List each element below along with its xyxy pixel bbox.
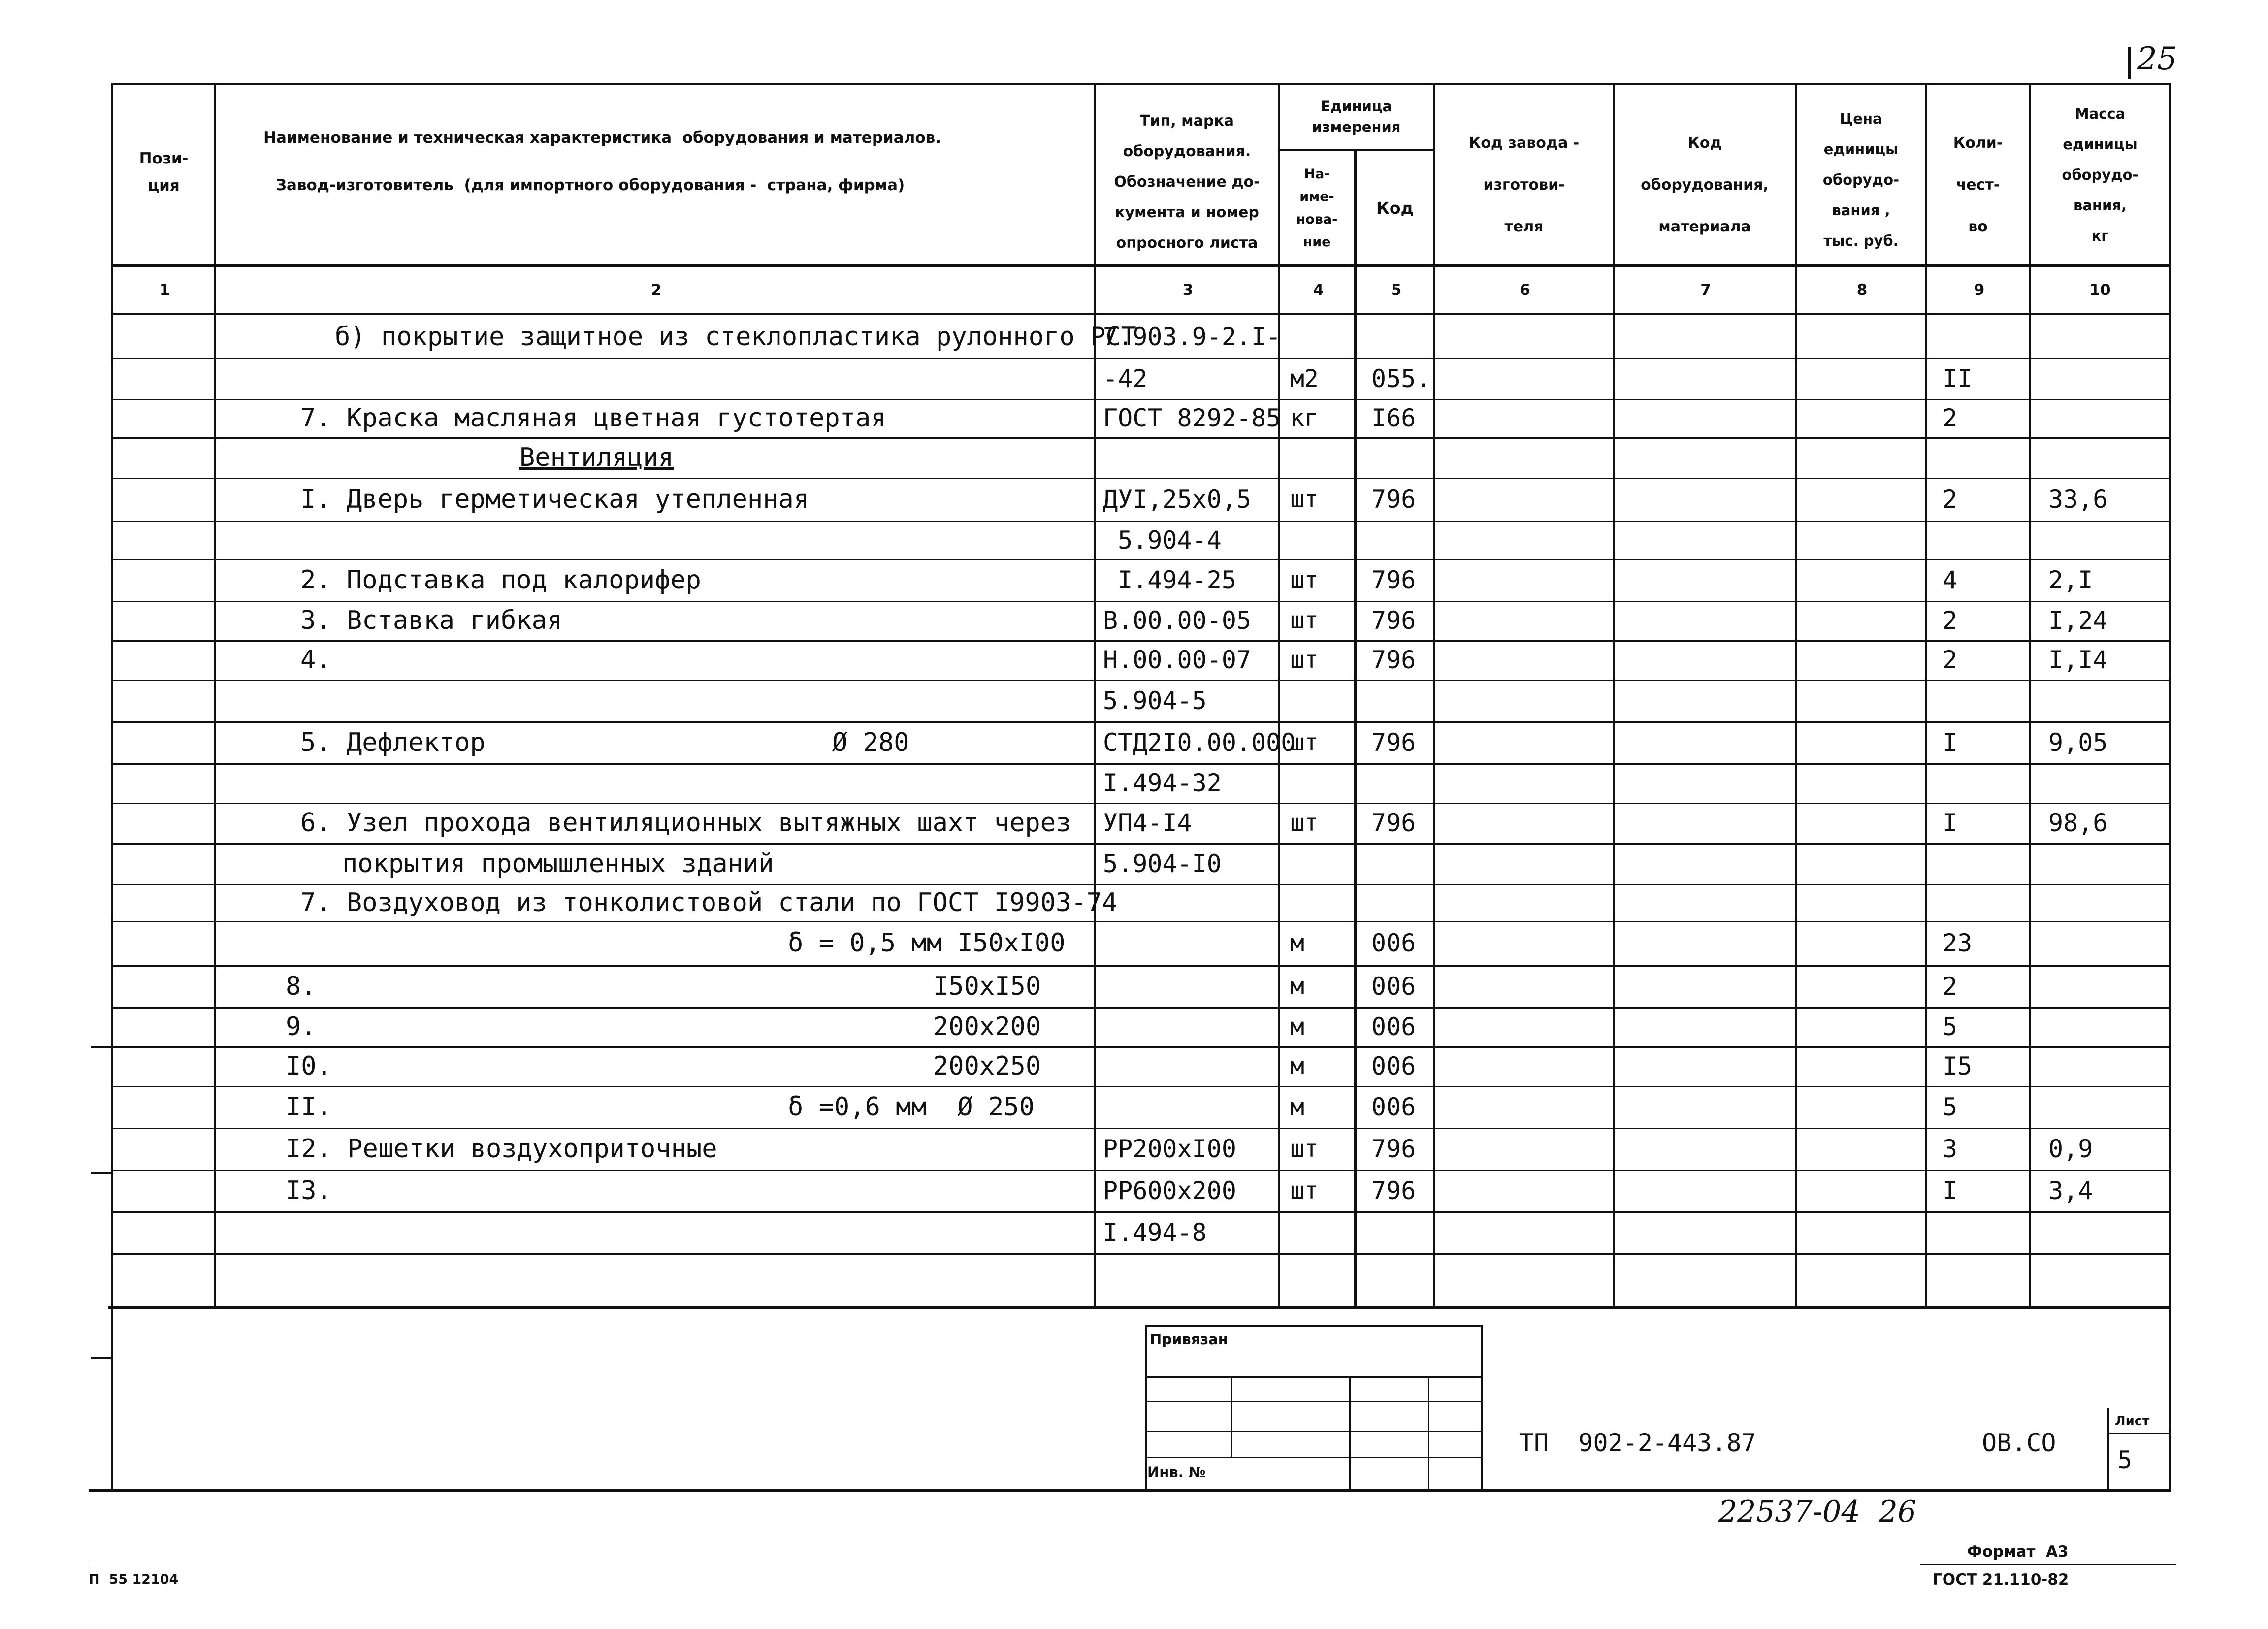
stamp-box-left bbox=[1145, 1325, 1147, 1490]
item-qty: 4 bbox=[1943, 565, 1958, 594]
item-name: I3. bbox=[286, 1175, 332, 1205]
margin-tick bbox=[91, 1046, 113, 1048]
sheet-label: Лист bbox=[2115, 1414, 2150, 1429]
column-number: 9 bbox=[1974, 281, 1985, 299]
gost-label: ГОСТ 21.110-82 bbox=[1933, 1570, 2069, 1589]
item-unit-code: 796 bbox=[1371, 485, 1416, 514]
stamp-line bbox=[1145, 1457, 1482, 1458]
item-unit: шт bbox=[1290, 1176, 1319, 1205]
header-type: Тип, марка оборудования. Обозначение до- кумента и номер опросного листа bbox=[1114, 112, 1260, 252]
stamp-box-top bbox=[1145, 1325, 1482, 1327]
stamp-attached-label: Привязан bbox=[1150, 1331, 1228, 1348]
stamp-line bbox=[1145, 1401, 1482, 1402]
item-name: 3. Вставка гибкая bbox=[300, 606, 563, 635]
header-unit-name: На- име- нова- ние bbox=[1296, 166, 1338, 250]
item-type: -42 bbox=[1103, 364, 1148, 393]
column-number: 5 bbox=[1391, 281, 1402, 299]
stamp-line bbox=[1145, 1431, 1482, 1432]
item-qty: 5 bbox=[1943, 1012, 1958, 1041]
item-unit: шт bbox=[1290, 728, 1319, 756]
item-name: 2. Подставка под калорифер bbox=[300, 565, 701, 595]
column-number: 1 bbox=[159, 281, 170, 299]
header-name-line2: Завод-изготовитель (для импортного оборудования - страна, фирма) bbox=[276, 176, 905, 194]
item-unit: шт bbox=[1290, 809, 1319, 837]
margin-tick bbox=[91, 1172, 113, 1174]
item-mass: 2,I bbox=[2048, 565, 2093, 594]
item-spec: δ = 0,5 мм I50хI00 bbox=[788, 928, 1066, 958]
item-type: I.494-32 bbox=[1103, 769, 1222, 797]
header-name-line1: Наименование и техническая характеристика оборудования и материалов. bbox=[263, 129, 941, 147]
item-type: ГОСТ 8292-85 bbox=[1103, 404, 1281, 432]
header-unit-title: Единица измерения bbox=[1312, 98, 1401, 135]
item-mass: 98,6 bbox=[2048, 809, 2108, 837]
sheet-box-left bbox=[2107, 1408, 2109, 1490]
item-unit-code: 055. bbox=[1371, 364, 1431, 393]
item-type: СТД2I0.00.000 bbox=[1103, 728, 1296, 757]
header-mass: Масса единицы оборудо- вания, кг bbox=[2062, 105, 2138, 244]
col-line bbox=[1354, 149, 1357, 1307]
item-mass: I,I4 bbox=[2048, 646, 2108, 674]
sheet-box-mid bbox=[2107, 1433, 2171, 1434]
header-unit-code: Код bbox=[1376, 198, 1414, 218]
item-qty: 2 bbox=[1943, 404, 1958, 432]
item-unit: м bbox=[1290, 1013, 1304, 1041]
item-type: I.494-8 bbox=[1103, 1218, 1207, 1247]
header-price: Цена единицы оборудо- вания , тыс. руб. bbox=[1822, 110, 1900, 249]
item-qty: 5 bbox=[1943, 1092, 1958, 1121]
item-name: покрытия промышленных зданий bbox=[342, 848, 774, 879]
item-unit: м bbox=[1290, 1093, 1304, 1121]
item-name: 7. Краска масляная цветная густотертая bbox=[300, 403, 886, 433]
row-divider bbox=[111, 1046, 2171, 1048]
item-qty: I bbox=[1943, 809, 1958, 837]
item-unit-code: 796 bbox=[1371, 1176, 1416, 1205]
item-unit-code: 796 bbox=[1371, 565, 1416, 594]
item-name: Вентиляция bbox=[519, 443, 674, 472]
stamp-line bbox=[1145, 1376, 1482, 1378]
item-unit-code: 006 bbox=[1371, 972, 1416, 1001]
item-type: Н.00.00-07 bbox=[1103, 646, 1252, 674]
item-unit: кг bbox=[1290, 404, 1319, 432]
item-name: II. bbox=[286, 1092, 332, 1122]
item-unit: шт bbox=[1290, 566, 1319, 594]
item-unit-code: 006 bbox=[1371, 1052, 1416, 1080]
item-unit: м bbox=[1290, 972, 1304, 1000]
item-qty: II bbox=[1943, 364, 1973, 393]
column-number: 3 bbox=[1182, 281, 1194, 299]
header-qty: Коли- чест- во bbox=[1953, 134, 2003, 235]
item-unit: м bbox=[1290, 1052, 1304, 1080]
item-mass: 0,9 bbox=[2048, 1134, 2093, 1163]
item-type: 5.904-I0 bbox=[1103, 849, 1222, 878]
item-mass: 9,05 bbox=[2048, 728, 2108, 757]
item-unit-code: 796 bbox=[1371, 1134, 1416, 1163]
item-type: 7.903.9-2.I- bbox=[1103, 322, 1281, 351]
stamp-vline bbox=[1428, 1376, 1429, 1490]
item-mass: 3,4 bbox=[2048, 1176, 2093, 1205]
doc-code: ТП 902-2-443.87 bbox=[1519, 1429, 1756, 1457]
item-type: В.00.00-05 bbox=[1103, 606, 1252, 635]
format-label: Формат А3 bbox=[1967, 1542, 2069, 1561]
stamp-box-right bbox=[1481, 1325, 1483, 1490]
item-qty: 23 bbox=[1943, 929, 1973, 957]
row-divider bbox=[111, 965, 2171, 967]
item-unit-code: 006 bbox=[1371, 929, 1416, 957]
frame-bottom bbox=[89, 1489, 2171, 1492]
header-plant-code: Код завода - изготови- теля bbox=[1468, 134, 1580, 235]
doc-mark: ОВ.СО bbox=[1982, 1429, 2056, 1457]
item-name: 6. Узел прохода вентиляционных вытяжных шахт через bbox=[300, 808, 1071, 838]
column-number: 8 bbox=[1856, 281, 1868, 299]
frame-top bbox=[111, 83, 2171, 85]
frame-right bbox=[2169, 83, 2171, 1491]
item-spec: δ =0,6 мм Ø 250 bbox=[788, 1092, 1035, 1122]
item-name: 8. bbox=[286, 971, 317, 1001]
item-mass: I,24 bbox=[2048, 606, 2108, 635]
handwritten-number: 22537-04 26 bbox=[1718, 1495, 1916, 1529]
item-name: 9. bbox=[286, 1012, 317, 1042]
row-divider bbox=[111, 1007, 2171, 1009]
margin-tick bbox=[91, 1357, 113, 1359]
item-unit: м bbox=[1290, 929, 1304, 957]
stamp-inv-label: Инв. № bbox=[1147, 1464, 1206, 1481]
item-qty: I bbox=[1943, 1176, 1958, 1205]
row-divider bbox=[111, 1253, 2171, 1255]
item-name: 7. Воздуховод из тонколистовой стали по ГОСТ I9903-74 bbox=[300, 887, 1118, 917]
print-code: П 55 12104 bbox=[89, 1572, 179, 1587]
item-unit: шт bbox=[1290, 607, 1319, 634]
item-name: I. Дверь герметическая утепленная bbox=[300, 485, 810, 514]
item-type: РР200хI00 bbox=[1103, 1134, 1236, 1163]
corner-tick bbox=[2128, 47, 2131, 79]
item-name: б) покрытие защитное из стеклопластика рулонного РСТ bbox=[335, 322, 1136, 352]
item-unit-code: 006 bbox=[1371, 1012, 1416, 1041]
item-unit-code: 796 bbox=[1371, 646, 1416, 674]
column-number: 7 bbox=[1700, 281, 1711, 299]
item-unit: шт bbox=[1290, 1135, 1319, 1163]
item-unit-code: 796 bbox=[1371, 809, 1416, 837]
item-unit: шт bbox=[1290, 486, 1319, 513]
item-unit-code: 006 bbox=[1371, 1092, 1416, 1121]
row-divider bbox=[111, 1086, 2171, 1087]
frame-table-bottom bbox=[108, 1306, 2171, 1309]
item-qty: 2 bbox=[1943, 972, 1958, 1001]
item-unit-code: 796 bbox=[1371, 606, 1416, 635]
item-type: 5.904-4 bbox=[1103, 525, 1222, 554]
column-number: 10 bbox=[2089, 281, 2111, 299]
column-number: 6 bbox=[1520, 281, 1530, 299]
item-qty: 3 bbox=[1943, 1134, 1958, 1163]
item-spec: 200х250 bbox=[933, 1051, 1041, 1081]
item-spec: Ø 280 bbox=[832, 727, 909, 757]
column-number: 4 bbox=[1313, 281, 1324, 299]
item-name: 5. Дефлектор bbox=[300, 727, 486, 757]
item-type: РР600х200 bbox=[1103, 1176, 1236, 1205]
item-name: I2. Решетки воздухоприточные bbox=[286, 1134, 717, 1164]
item-type: 5.904-5 bbox=[1103, 686, 1207, 715]
item-qty: 2 bbox=[1943, 646, 1958, 674]
item-qty: 2 bbox=[1943, 485, 1958, 514]
column-number: 2 bbox=[650, 281, 662, 299]
item-qty: I5 bbox=[1943, 1052, 1973, 1080]
stamp-vline bbox=[1231, 1376, 1232, 1458]
item-qty: 2 bbox=[1943, 606, 1958, 635]
item-mass: 33,6 bbox=[2048, 485, 2108, 514]
item-unit: м2 bbox=[1290, 364, 1319, 392]
corner-sheet-number: 25 bbox=[2137, 41, 2177, 77]
item-name: 4. bbox=[300, 645, 331, 675]
header-equip-code: Код оборудования, материала bbox=[1641, 134, 1769, 235]
item-spec: I50хI50 bbox=[933, 971, 1041, 1001]
footer-line bbox=[1920, 1564, 2176, 1565]
item-qty: I bbox=[1943, 728, 1958, 757]
sheet-number: 5 bbox=[2117, 1446, 2133, 1474]
item-type: ДУI,25х0,5 bbox=[1103, 485, 1252, 514]
item-type: УП4-I4 bbox=[1103, 809, 1192, 837]
item-unit-code: I66 bbox=[1371, 404, 1416, 432]
row-divider bbox=[111, 437, 2171, 439]
stamp-vline bbox=[1349, 1376, 1351, 1490]
row-divider bbox=[111, 921, 2171, 922]
item-unit-code: 796 bbox=[1371, 728, 1416, 757]
item-spec: 200х200 bbox=[933, 1012, 1041, 1042]
item-type: I.494-25 bbox=[1103, 565, 1236, 594]
item-name: I0. bbox=[286, 1051, 332, 1081]
item-unit: шт bbox=[1290, 646, 1319, 674]
header-position: Пози- ция bbox=[139, 150, 189, 195]
